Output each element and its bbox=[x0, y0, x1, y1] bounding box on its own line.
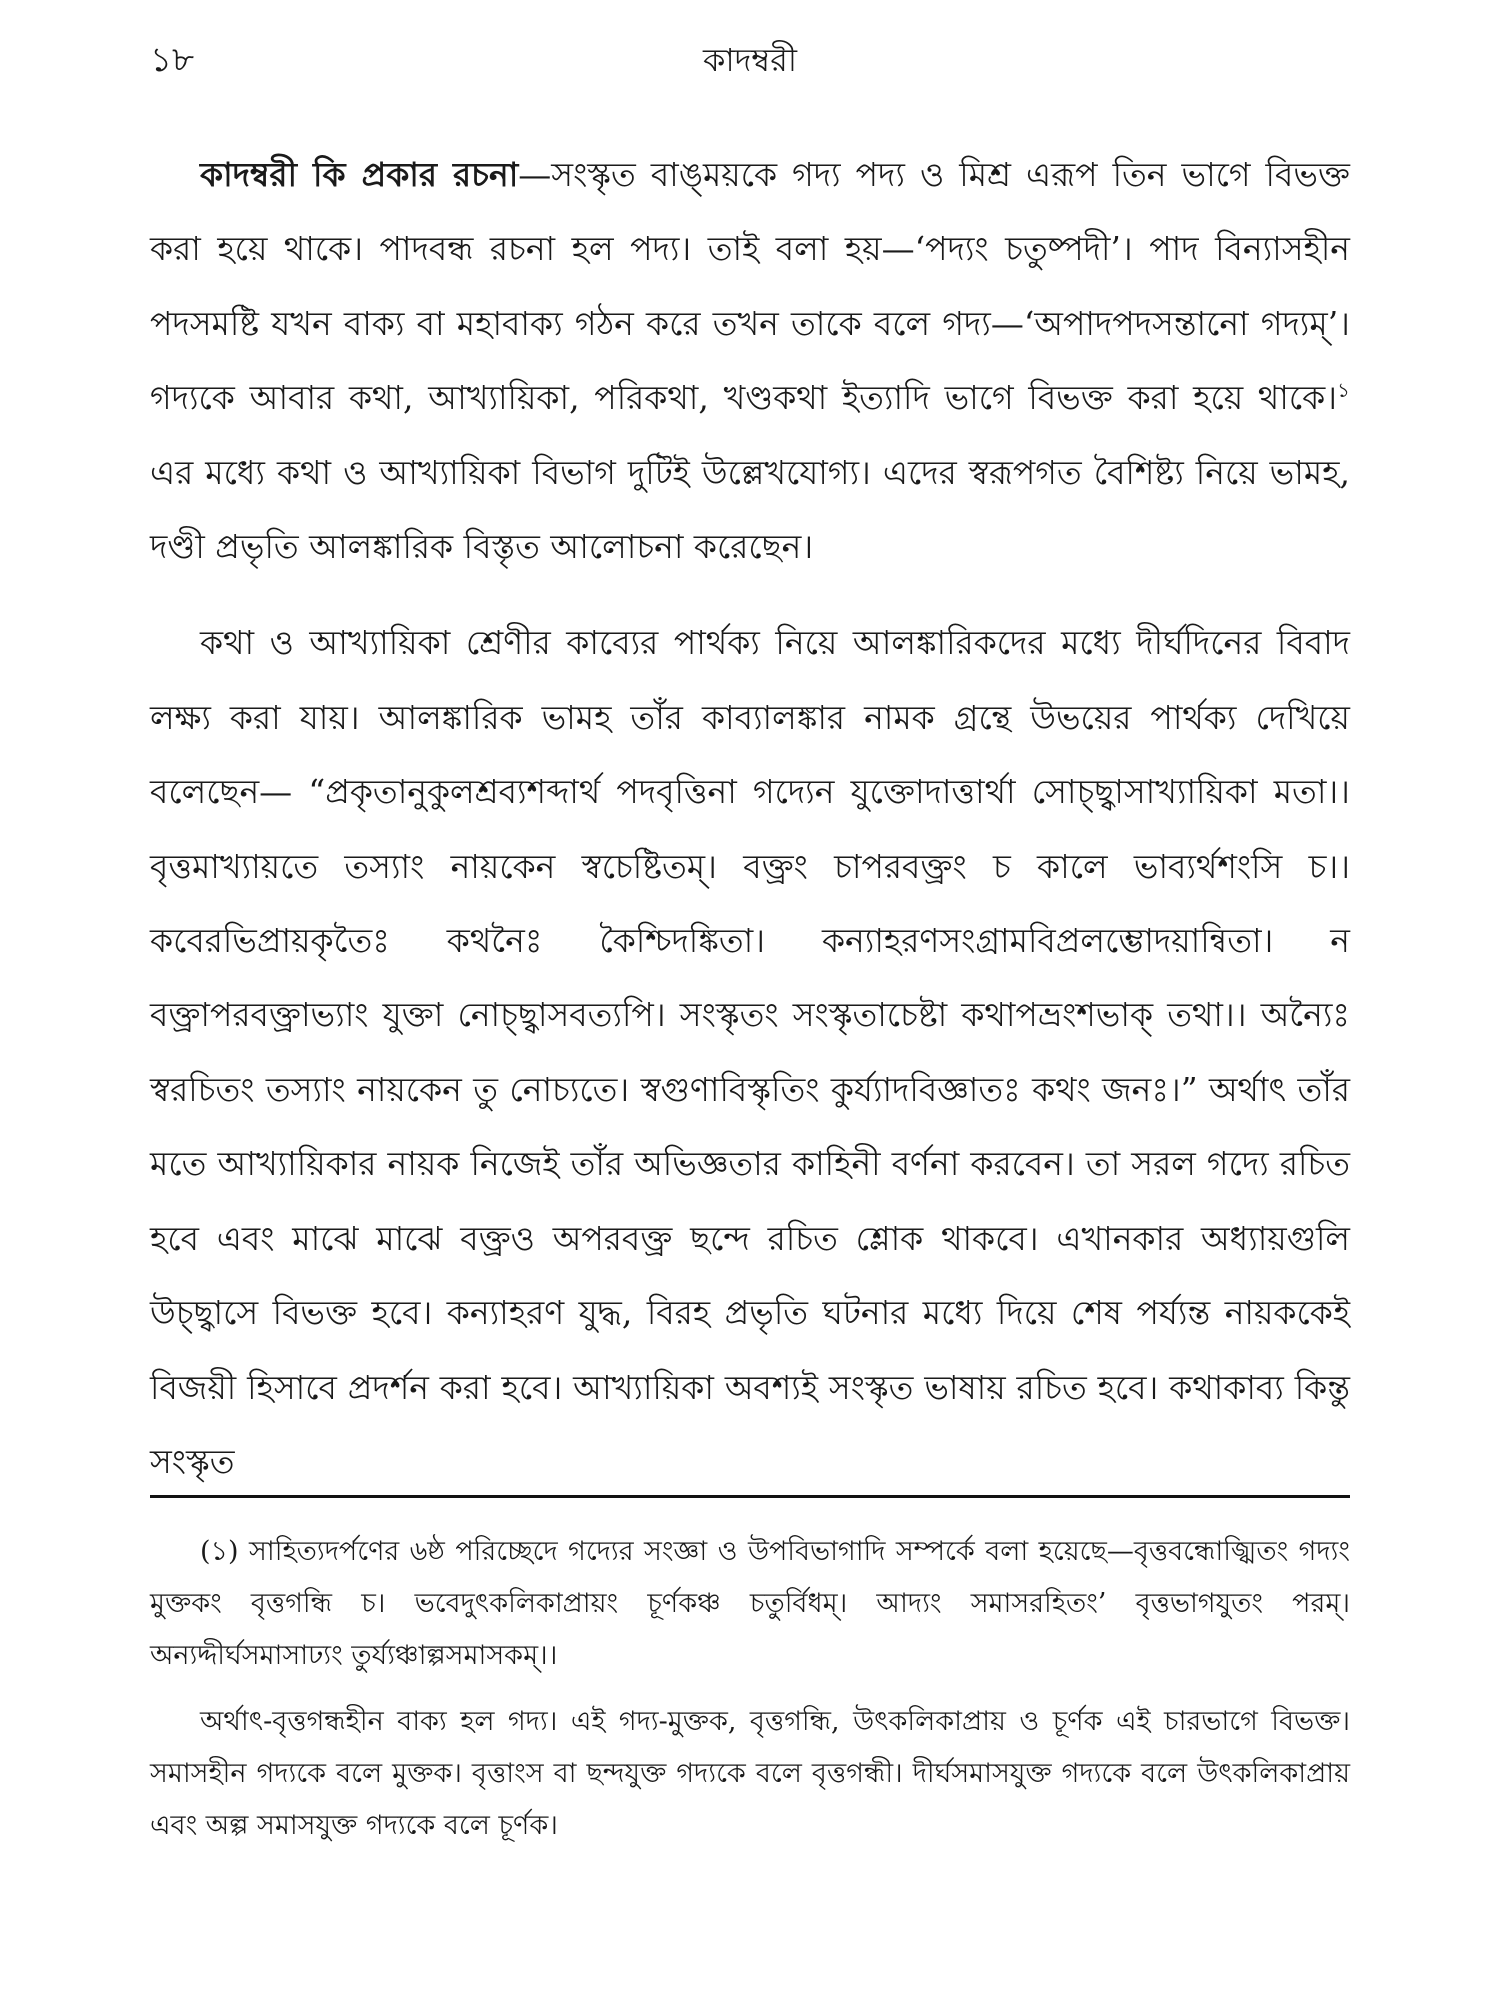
paragraph-1 bbox=[150, 138, 1350, 584]
footnote-1: (১) সাহিত্যদর্পণের ৬ষ্ঠ পরিচ্ছেদে গদ্যের সংজ্ঞা ও উপবিভাগাদি সম্পর্কে বলা হয়েছে—বৃত্তবন্ধোজ্ঝিতং গদ্যং মুক্তকং বৃত্তগন্ধি চ। ভবেদুৎকলিকাপ্রায়ং চূর্ণকঞ্চ চতুর্বিধম্। আদ্যং সমাসরহিতং’ বৃত্তভাগযুতং পরম্। অন্যদ্দীর্ঘসমাসাঢ্যং তুর্য্যঞ্চাল্পসমাসকম্।। bbox=[150, 1536, 1350, 1671]
paragraph-2: কথা ও আখ্যায়িকা শ্রেণীর কাব্যের পার্থক্য নিয়ে আলঙ্কারিকদের মধ্যে দীর্ঘদিনের বিবাদ লক্ষ্য করা যায়। আলঙ্কারিক ভামহ তাঁর কাব্যালঙ্কার নামক গ্রন্থে উভয়ের পার্থক্য দেখিয়ে বলেছেন— “প্রকৃতানুকুলশ্রব্যশব্দার্থ পদবৃত্তিনা গদ্যেন যুক্তোদাত্তার্থা সোচ্ছ্বাসাখ্যায়িকা মতা।। বৃত্তমাখ্যায়তে তস্যাং নায়কেন স্বচেষ্টিতম্। বক্ত্রং চাপরবক্ত্রং চ কালে ভাব্যর্থশংসি চ।। কবেরভিপ্রায়কৃতৈঃ কথনৈঃ কৈশ্চিদঙ্কিতা। কন্যাহরণসংগ্রামবিপ্রলম্ভোদয়ান্বিতা। ন বক্ত্রাপরবক্ত্রাভ্যাং যুক্তা নোচ্ছ্বাসবত্যপি। সংস্কৃতং সংস্কৃতাচেষ্টা কথাপভ্রংশভাক্ তথা।। অন্যৈঃ স্বরচিতং তস্যাং নায়কেন তু নোচ্যতে। স্বগুণাবিস্কৃতিং কুর্য্যাদবিজ্ঞাতঃ কথং জনঃ।” অর্থাৎ তাঁর মতে আখ্যায়িকার নায়ক নিজেই তাঁর অভিজ্ঞতার কাহিনী বর্ণনা করবেন। তা সরল গদ্যে রচিত হবে এবং মাঝে মাঝে বক্ত্রও অপরবক্ত্র ছন্দে রচিত শ্লোক থাকবে। এখানকার অধ্যায়গুলি উচ্ছ্বাসে বিভক্ত হবে। কন্যাহরণ যুদ্ধ, বিরহ প্রভৃতি ঘটনার মধ্যে দিয়ে শেষ পর্য্যন্ত নায়ককেই বিজয়ী হিসাবে প্রদর্শন করা হবে। আখ্যায়িকা অবশ্যই সংস্কৃত ভাষায় রচিত হবে। কথাকাব্য কিন্তু সংস্কৃত bbox=[150, 623, 1350, 1481]
running-title: কাদম্বরী bbox=[702, 41, 798, 79]
paragraph-1-text-a: —সংস্কৃত বাঙ্‌ময়কে গদ্য পদ্য ও মিশ্র এরূপ তিন ভাগে বিভক্ত করা হয়ে থাকে। পাদবন্ধ রচনা হল পদ্য। তাই বলা হয়—‘পদ্যং চতুষ্পদী’। পাদ বিন্যাসহীন পদসমষ্টি যখন বাক্য বা মহাবাক্য গঠন করে তখন তাকে বলে গদ্য—‘অপাদপদসন্তানো গদ্যম্’। গদ্যকে আবার কথা, আখ্যায়িকা, পরিকথা, খণ্ডকথা ইত্যাদি ভাগে বিভক্ত করা হয়ে থাকে। bbox=[150, 155, 1350, 418]
footnotes bbox=[150, 1526, 1350, 1852]
footnote-1-explanation: অর্থাৎ-বৃত্তগন্ধহীন বাক্য হল গদ্য। এই গদ্য-মুক্তক, বৃত্তগন্ধি, উৎকলিকাপ্রায় ও চূর্ণক এই চারভাগে বিভক্ত। সমাসহীন গদ্যকে বলে মুক্তক। বৃত্তাংস বা ছন্দযুক্ত গদ্যকে বলে বৃত্তগন্ধী। দীর্ঘসমাসযুক্ত গদ্যকে বলে উৎকলিকাপ্রায় এবং অল্প সমাসযুক্ত গদ্যকে বলে চূর্ণক। bbox=[150, 1706, 1350, 1841]
main-text bbox=[150, 138, 1350, 1499]
footnote-reference: ১ bbox=[1337, 378, 1350, 403]
book-page bbox=[150, 30, 1350, 1970]
paragraph-1-text-b: এর মধ্যে কথা ও আখ্যায়িকা বিভাগ দুটিই উল্লেখযোগ্য। এদের স্বরূপগত বৈশিষ্ট্য নিয়ে ভামহ, দণ্ডী প্রভৃতি আলঙ্কারিক বিস্তৃত আলোচনা করেছেন। bbox=[150, 452, 1350, 567]
page-header bbox=[150, 30, 1350, 100]
footnote-divider bbox=[150, 1495, 1350, 1498]
section-heading: কাদম্বরী কি প্রকার রচনা bbox=[200, 155, 519, 194]
page-number: ১৮ bbox=[150, 40, 195, 80]
